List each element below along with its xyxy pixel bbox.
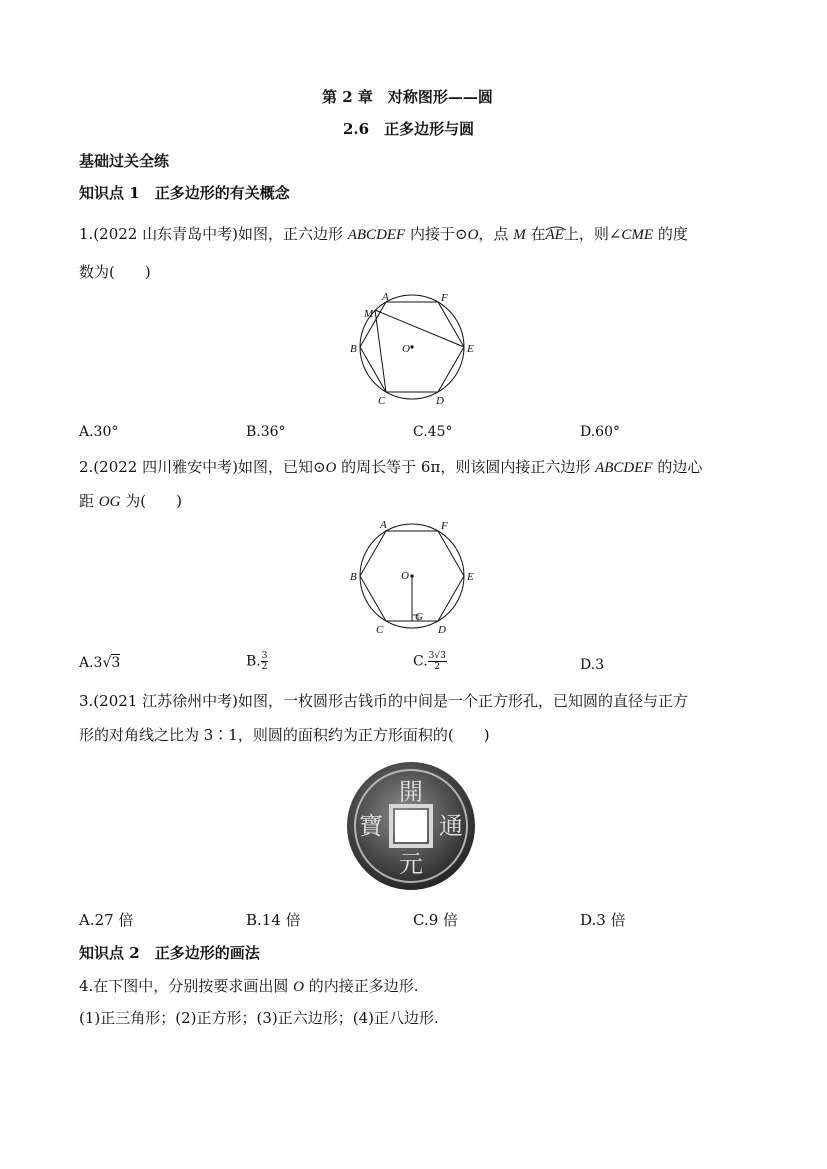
coin-char-left: 寶 (359, 812, 383, 840)
q2-option-a-prefix: A.3 (79, 655, 103, 671)
q1-text-g: 在 (525, 225, 546, 243)
q2-option-a[interactable] (79, 655, 120, 671)
q2-option-b[interactable] (246, 651, 268, 672)
q1-label-a: A (382, 291, 389, 303)
q2-option-b-num: 3 (261, 651, 268, 661)
q1-option-a[interactable]: A.30° (79, 424, 119, 440)
q1-text-e: ，点 (478, 225, 514, 243)
q2-label-o: O (401, 570, 409, 582)
practice-title: 基础过关全练 (79, 152, 170, 170)
q1-label-m: M (364, 308, 374, 320)
q2-option-a-radicand: 3 (111, 655, 121, 671)
q2-label-c: C (376, 624, 384, 636)
q1-line2: 数为( ) (79, 263, 151, 281)
q1-label-f: F (441, 292, 448, 304)
q1-text-j: 的度 (653, 225, 688, 243)
q2-circle: O (325, 460, 337, 476)
q3-option-c[interactable]: C.9 倍 (413, 911, 459, 929)
q1-arc-label: AE (545, 227, 564, 243)
chapter-title: 第 2 章 对称图形——圆 (322, 88, 493, 106)
q1-label-e: E (467, 343, 474, 355)
q1-center-dot (410, 345, 413, 348)
kp1-label: 知识点 1 (79, 184, 140, 202)
q2-text-e: 的边心 (652, 458, 703, 476)
q1-option-d[interactable]: D.60° (580, 424, 620, 440)
q1-polygon: ABCDEF (347, 227, 406, 243)
q4-circle: O (293, 979, 304, 995)
q2-line1 (79, 456, 702, 477)
q2-text-a: 2.(2022 四川雅安中考)如图，已知⊙ (79, 458, 326, 476)
sqrt-icon: √ (102, 655, 112, 671)
q2-label-d: D (438, 624, 446, 636)
q2-segment: OG (98, 494, 121, 510)
q2-text-2a: 距 (79, 492, 99, 510)
q1-label-c: C (378, 395, 386, 407)
q4-line1 (79, 975, 418, 996)
q3-option-d[interactable]: D.3 倍 (580, 911, 626, 929)
coin-square-hole (395, 810, 427, 842)
q3-line2: 形的对角线之比为 3∶1，则圆的面积约为正方形面积的( ) (79, 726, 490, 744)
q1-label-b: B (350, 343, 357, 355)
q1-line-me (375, 310, 464, 347)
q4-text-a: 4.在下图中，分别按要求画出圆 (79, 977, 294, 995)
q1-option-c[interactable]: C.45° (413, 424, 453, 440)
q2-label-g: G (415, 611, 423, 623)
coin-figure (343, 760, 479, 892)
q3-option-b[interactable]: B.14 倍 (246, 911, 301, 929)
q2-option-b-prefix: B. (246, 653, 261, 670)
q2-line2 (79, 490, 182, 511)
q1-angle: CME (621, 227, 654, 243)
q2-option-d[interactable]: D.3 (580, 657, 605, 673)
q1-point-m: M (513, 227, 526, 243)
q1-circle: O (467, 227, 479, 243)
q1-figure (345, 290, 480, 408)
q1-text-c: 内接于⊙ (405, 225, 468, 243)
q2-label-f: F (441, 520, 448, 532)
knowledge-point-1 (79, 182, 290, 203)
q2-label-a: A (380, 519, 387, 531)
q2-option-b-den: 2 (261, 662, 268, 672)
q2-label-b: B (350, 571, 357, 583)
q2-option-c-den: 2 (434, 662, 441, 672)
arc-mark-icon (545, 225, 567, 231)
q3-line1: 3.(2021 江苏徐州中考)如图，一枚圆形古钱币的中间是一个正方形孔，已知圆的直径与正方 (79, 692, 688, 710)
q2-text-2c: 为( ) (120, 492, 182, 510)
coin-char-right: 通 (439, 812, 463, 840)
q4-text-c: 的内接正多边形. (303, 977, 419, 995)
q1-label-o: O (402, 343, 410, 355)
q2-option-c-num: 3√3 (428, 651, 446, 661)
q1-label-d: D (436, 395, 444, 407)
kp1-title: 正多边形的有关概念 (154, 184, 290, 202)
q1-option-b[interactable]: B.36° (246, 424, 286, 440)
section-title-text: 2.6 正多边形与圆 (343, 120, 475, 138)
q2-center-dot (410, 574, 413, 577)
q2-option-c[interactable] (413, 651, 447, 672)
q1-text-h: 上，则∠ (563, 225, 622, 243)
q1-line-mc (375, 310, 386, 392)
q1-line1 (79, 223, 688, 244)
knowledge-point-2 (79, 942, 260, 963)
q2-label-e: E (467, 571, 474, 583)
coin-char-top: 開 (399, 778, 423, 806)
q2-option-c-fraction (428, 651, 447, 672)
q1-arc (545, 227, 563, 244)
section-title (343, 118, 474, 139)
kp2-title: 正多边形的画法 (154, 944, 260, 962)
q2-text-c: 的周长等于 6π，则该圆内接正六边形 (336, 458, 596, 476)
q2-option-b-fraction (261, 651, 269, 672)
kp2-label: 知识点 2 (79, 944, 140, 962)
q2-polygon: ABCDEF (595, 460, 653, 476)
q1-text-a: 1.(2022 山东青岛中考)如图，正六边形 (79, 225, 348, 243)
coin-char-bottom: 元 (399, 850, 423, 878)
q3-option-a[interactable]: A.27 倍 (79, 911, 134, 929)
q4-line2: (1)正三角形；(2)正方形；(3)正六边形；(4)正八边形. (79, 1009, 439, 1027)
q2-figure (345, 516, 480, 638)
q2-option-c-prefix: C. (413, 653, 428, 670)
